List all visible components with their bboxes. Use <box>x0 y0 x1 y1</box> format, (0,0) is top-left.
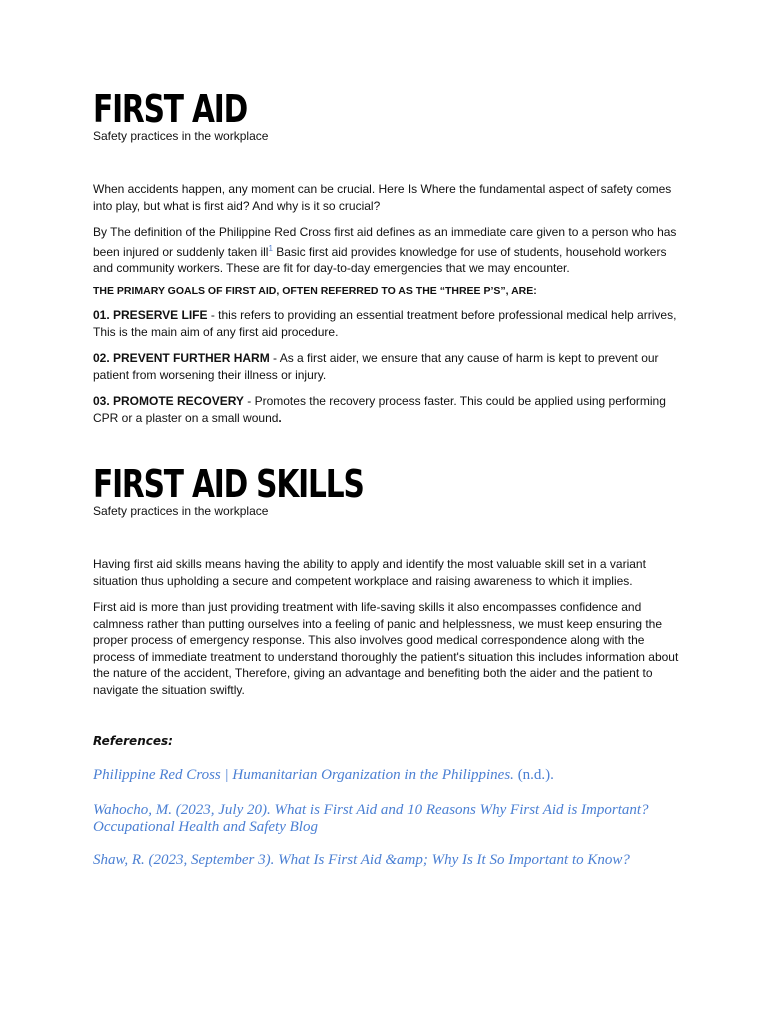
goal-text: - this refers to providing an essential treatment before professional medical help arrives, This is the main aim of any first aid procedure. <box>93 308 677 339</box>
footnote-marker[interactable]: 1 <box>268 243 273 253</box>
section-subtitle: Safety practices in the workplace <box>93 504 269 518</box>
definition-text-end: Basic first aid provides knowledge for use of students, household workers and community workers. These are fit for day-to-day emergencies that we may encounter. <box>93 244 667 275</box>
section-title: FIRST AID SKILLS <box>93 462 364 506</box>
page-subtitle: Safety practices in the workplace <box>93 129 269 143</box>
section-first-aid-header <box>93 87 683 143</box>
reference-link[interactable]: Philippine Red Cross | Humanitarian Organization in the Philippines. <box>93 767 514 783</box>
reference-link[interactable]: Wahocho, M. (2023, July 20). What is First Aid and 10 Reasons Why First Aid is Important? Occupational Health and Safety Blog <box>93 802 649 835</box>
skills-paragraph-2: First aid is more than just providing treatment with life-saving skills it also encompasses confidence and calmness rather than putting ourselves into a feeling of panic and helplessness, we must keep ensuring the proper process of emergency response. This also involves good medical correspondence along with the process of immediate treatment to understand thoroughly the patient's situation this includes information about the nature of the accident, Therefore, giving an advantage and benefiting both the aider and the patient to navigate the situation swiftly. <box>93 600 679 697</box>
reference-item <box>93 852 683 869</box>
section-skills-header <box>93 462 683 518</box>
reference-item <box>93 767 683 784</box>
reference-link[interactable]: Shaw, R. (2023, September 3). What Is First Aid &amp; Why Is It So Important to Know? <box>93 852 630 868</box>
goal-text: - Promotes the recovery process faster. This could be applied using performing CPR or a plaster on a small wound <box>93 394 666 425</box>
intro-paragraph: When accidents happen, any moment can be crucial. Here Is Where the fundamental aspect of safety comes into play, but what is first aid? And why is it so crucial? <box>93 182 672 213</box>
goal-item <box>93 307 683 340</box>
goal-end-mark: . <box>278 410 282 425</box>
definition-text-start: By The definition of the Philippine Red Cross first aid defines as an immediate care given to a person who has been injured or suddenly taken ill <box>93 225 677 259</box>
page-title: FIRST AID <box>93 87 248 131</box>
goal-label: 03. PROMOTE RECOVERY <box>93 394 244 408</box>
skills-paragraph-1: Having first aid skills means having the ability to apply and identify the most valuable skill set in a variant situation thus upholding a secure and competent workplace and raising awareness to which it implies. <box>93 557 646 588</box>
definition-paragraph <box>93 224 683 277</box>
goal-label: 02. PREVENT FURTHER HARM <box>93 351 270 365</box>
goal-text: - As a first aider, we ensure that any cause of harm is kept to prevent our patient from worsening their illness or injury. <box>93 351 659 382</box>
goal-item <box>93 393 683 426</box>
references-heading: References: <box>93 734 173 748</box>
goals-heading: THE PRIMARY GOALS OF FIRST AID, OFTEN REFERRED TO AS THE “THREE P’S”, ARE: <box>93 285 537 297</box>
reference-suffix: (n.d.). <box>513 767 554 783</box>
reference-item <box>93 802 683 836</box>
goal-item <box>93 350 683 383</box>
goal-label: 01. PRESERVE LIFE <box>93 308 208 322</box>
